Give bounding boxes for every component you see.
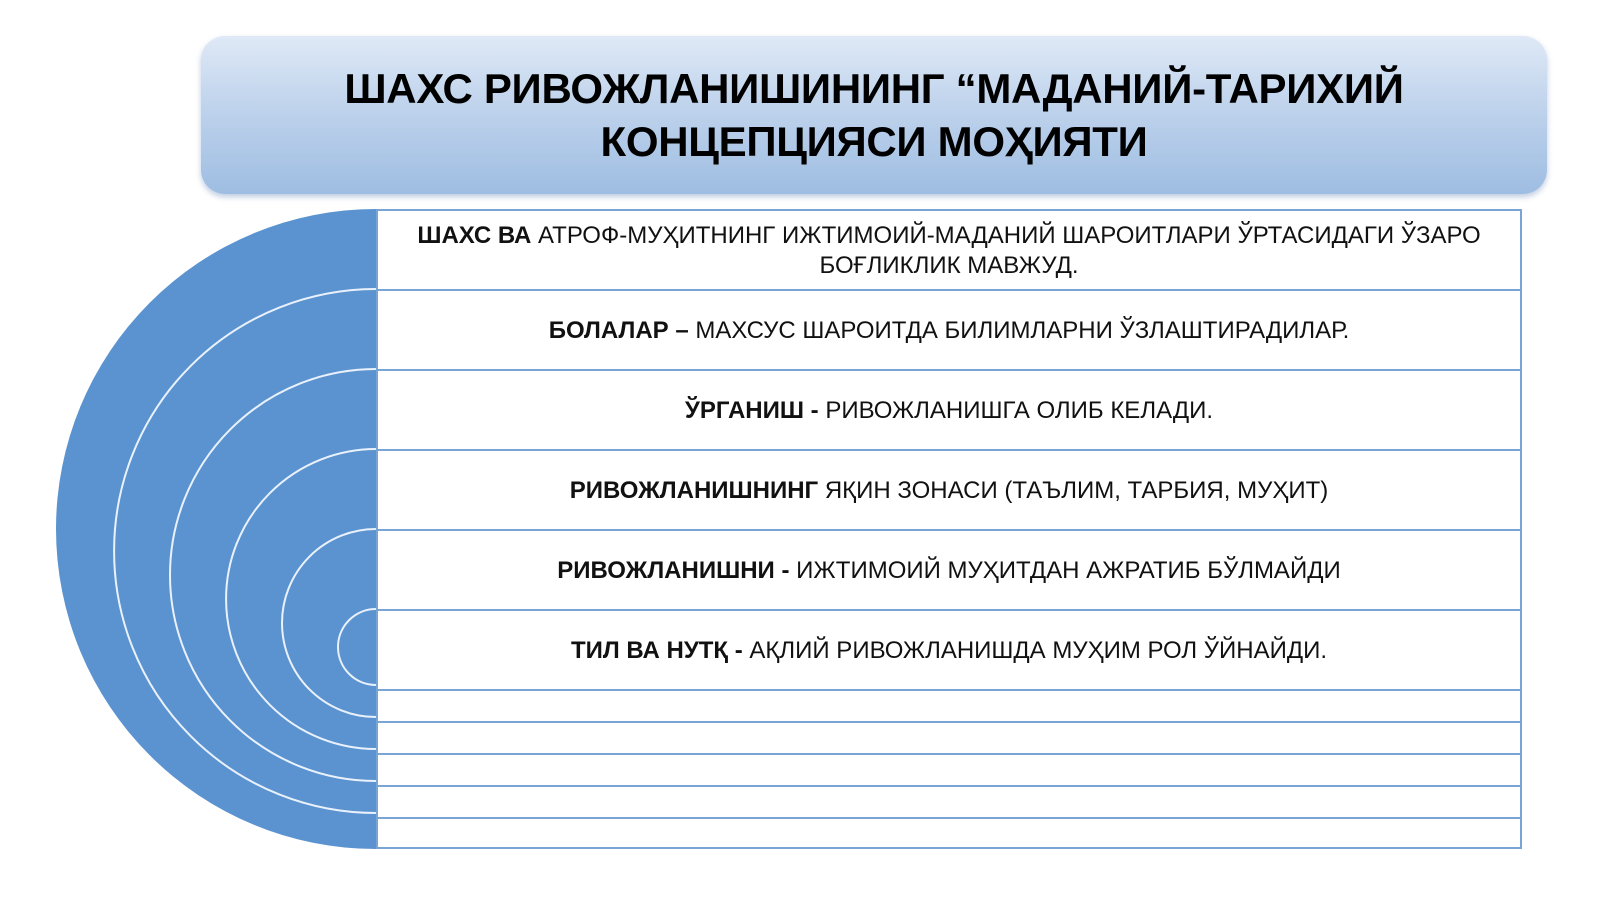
item-text: МАХСУС ШАРОИТДА БИЛИМЛАРНИ ЎЗЛАШТИРАДИЛАР.: [688, 317, 1350, 344]
item-keyword: ТИЛ ВА НУТҚ -: [570, 637, 743, 664]
items-panel: [376, 209, 1522, 849]
row-divider: [378, 689, 1520, 691]
row-divider: [378, 753, 1520, 755]
item-text: АТРОФ-МУҲИТНИНГ ИЖТИМОИЙ-МАДАНИЙ ШАРОИТЛАРИ ЎРТАСИДАГИ ЎЗАРО БОҒЛИКЛИК МАВЖУД.: [531, 222, 1481, 279]
list-item: [378, 211, 1520, 291]
item-text: РИВОЖЛАНИШГА ОЛИБ КЕЛАДИ.: [818, 397, 1214, 424]
list-item: [378, 531, 1520, 611]
list-item: [378, 611, 1520, 691]
row-divider: [378, 817, 1520, 819]
concentric-arcs: [0, 0, 380, 899]
list-item: [378, 451, 1520, 531]
list-item: [378, 291, 1520, 371]
list-item: [378, 371, 1520, 451]
item-keyword: ЎРГАНИШ -: [684, 397, 819, 424]
slide-title: ШАХС РИВОЖЛАНИШИНИНГ “МАДАНИЙ-ТАРИХИЙ КОНЦЕПЦИЯСИ МОҲИЯТИ: [344, 65, 1404, 165]
arc-fill: [56, 209, 376, 849]
item-text: ЯҚИН ЗОНАСИ (ТАЪЛИМ, ТАРБИЯ, МУҲИТ): [818, 477, 1329, 504]
row-divider: [378, 721, 1520, 723]
item-keyword: БОЛАЛАР –: [548, 317, 689, 344]
item-keyword: РИВОЖЛАНИШНИНГ: [569, 477, 819, 504]
item-text: АҚЛИЙ РИВОЖЛАНИШДА МУҲИМ РОЛ ЎЙНАЙДИ.: [742, 637, 1328, 664]
item-keyword: ШАХС ВА: [417, 222, 532, 249]
item-keyword: РИВОЖЛАНИШНИ -: [557, 557, 790, 584]
row-divider: [378, 785, 1520, 787]
title-banner: [201, 36, 1547, 194]
item-text: ИЖТИМОИЙ МУҲИТДАН АЖРАТИБ БЎЛМАЙДИ: [789, 557, 1341, 584]
